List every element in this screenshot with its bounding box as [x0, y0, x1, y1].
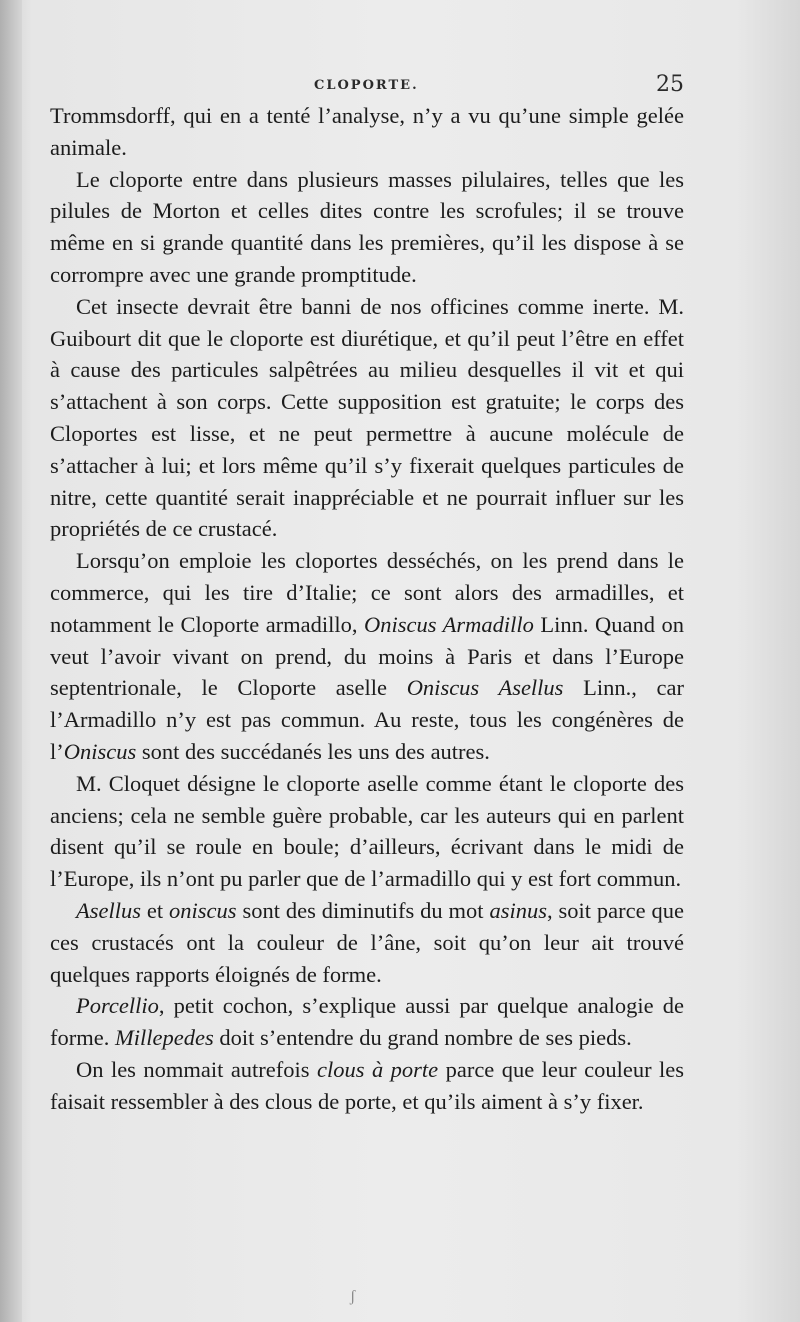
italic-term: asinus [489, 897, 547, 923]
paragraph-8: On les nommait autrefois clous à porte parce que leur couleur les faisait ressembler à des clous de porte, et qu’ils aiment à s’y fixer. [50, 1056, 685, 1114]
page-number: 25 [656, 72, 684, 97]
italic-term: clous à porte [317, 1056, 439, 1082]
italic-term: Asellus [76, 897, 141, 923]
italic-term: Oniscus Asellus [406, 675, 564, 701]
paragraph-2: Le cloporte entre dans plusieurs masses pilulaires, telles que les pilules de Morton et celles dites contre les scrofules; il se trouve même en si grande quantité dans les premières, qu’il les dispose à se corrompre avec une grande promptitude. [50, 166, 684, 287]
running-head: CLOPORTE. [314, 78, 419, 93]
paragraph-1: Trommsdorff, qui en a tenté l’analyse, n’y a vu qu’une simple gelée animale. [50, 103, 684, 160]
italic-term: oniscus [169, 897, 237, 923]
paragraph-6: Asellus et oniscus sont des diminutifs du mot asinus, soit parce que ces crustacés ont la couleur de l’âne, soit qu’on leur ait trouvé quelques rapports éloignés de forme. [50, 897, 684, 987]
page-header [50, 72, 684, 102]
body-text [50, 100, 684, 1118]
page-gutter-shadow [0, 0, 22, 1322]
italic-term: Oniscus [63, 738, 137, 764]
paper-speck: ʃ [350, 1288, 356, 1305]
paragraph-4: Lorsqu’on emploie les cloportes desséchés, on les prend dans le commerce, qui les tire d’Italie; ce sont alors des armadilles, et notamment le Cloporte armadillo, Oniscus Armadillo Linn. Quand on veut l’avoir vivant on prend, du moins à Paris et dans l’Europe septentrionale, le Cloporte aselle Oniscus Asellus Linn., car l’Armadillo n’y est pas commun. Au reste, tous les congénères de l’Oniscus sont des succédanés les uns des autres. [50, 548, 684, 764]
paragraph-5: M. Cloquet désigne le cloporte aselle comme étant le cloporte des anciens; cela ne semble guère probable, car les auteurs qui en parlent disent qu’il se roule en boule; d’ailleurs, écrivant dans le midi de l’Europe, ils n’ont pu parler que de l’armadillo qui y est fort commun. [50, 770, 684, 892]
italic-term: Porcellio [76, 993, 159, 1019]
italic-term: Millepedes [114, 1025, 214, 1051]
paragraph-3: Cet insecte devrait être banni de nos officines comme inerte. M. Guibourt dit que le cloporte est diurétique, et qu’il peut l’être en effet à cause des particules salpêtrées au milieu desquelles il vit et qui s’attachent à son corps. Cette supposition est gratuite; le corps des Cloportes est lisse, et ne peut permettre à aucune molécule de s’attacher à lui; et lors même qu’il s’y fixerait quelques particules de nitre, cette quantité serait inappréciable et ne pourrait influer sur les propriétés de ce crustacé. [50, 293, 684, 542]
italic-term: Oniscus Armadillo [364, 611, 534, 637]
paragraph-7: Porcellio, petit cochon, s’explique aussi par quelque analogie de forme. Millepedes doit s’entendre du grand nombre de ses pieds. [50, 993, 684, 1051]
